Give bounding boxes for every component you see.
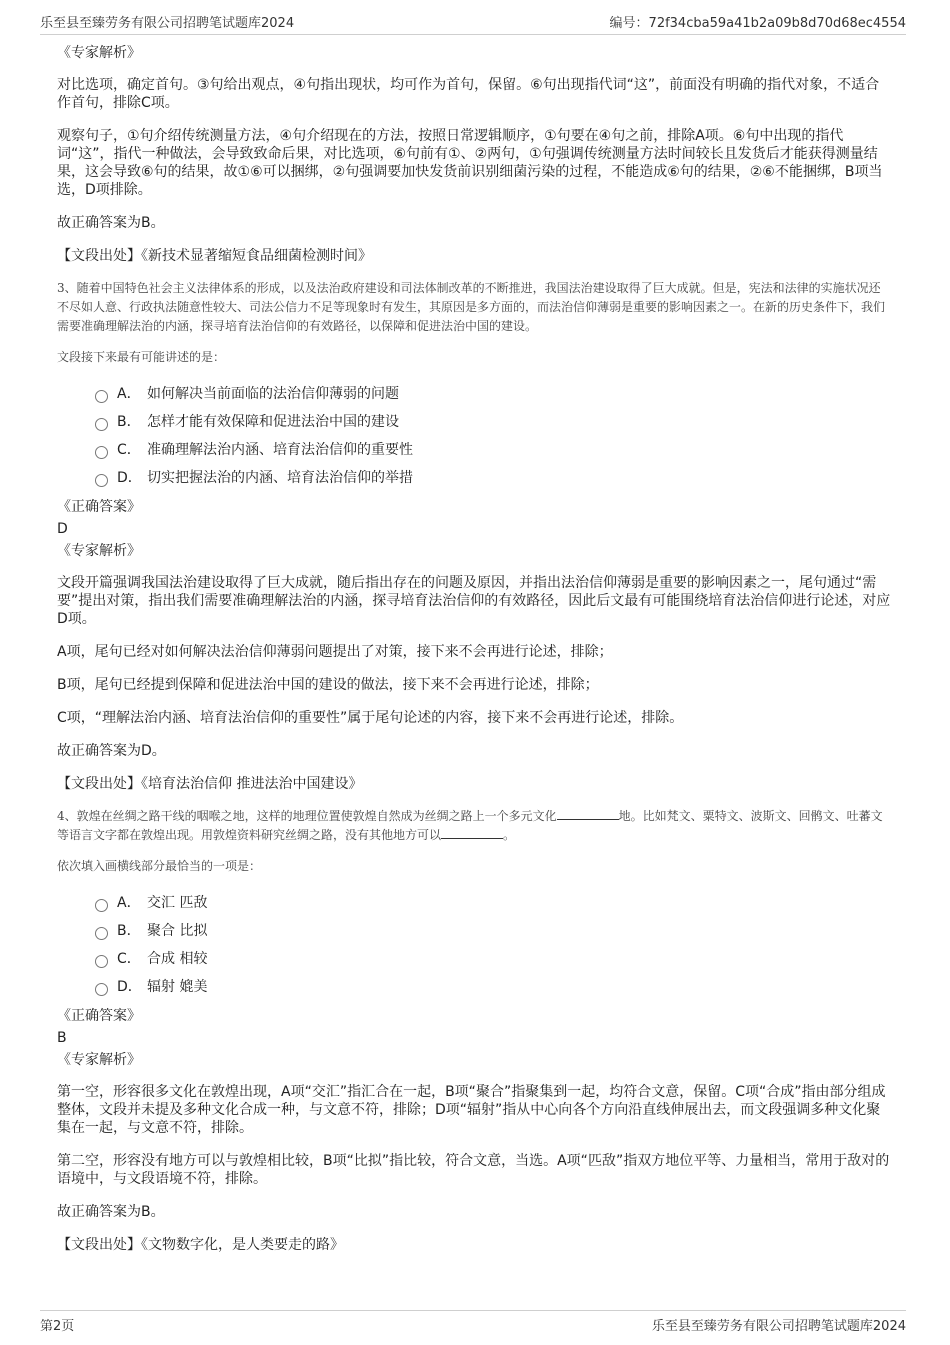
radio-icon[interactable] bbox=[95, 983, 108, 996]
analysis-paragraph: 第二空，形容没有地方可以与敦煌相比较，B项“比拟”指比较，符合文意，当选。A项“匹敌”指双方地位平等、力量相当，常用于敌对的语境中，与文段语境不符，排除。 bbox=[57, 1153, 890, 1187]
radio-icon[interactable] bbox=[95, 446, 108, 459]
expert-label: 《专家解析》 bbox=[57, 1052, 141, 1068]
page-header bbox=[40, 12, 906, 35]
question-stem: 4、敦煌在丝绸之路干线的咽喉之地，这样的地理位置使敦煌自然成为丝绸之路上一个多元文化 地。比如梵文、粟特文、波斯文、回鹘文、吐蕃文等语言文字都在敦煌出现。用敦煌资料研究丝绸之路，没有其他地方可以 。 bbox=[57, 809, 883, 842]
analysis-paragraph: A项，尾句已经对如何解决法治信仰薄弱问题提出了对策，接下来不会再进行论述，排除； bbox=[57, 644, 613, 660]
question-prompt: 文段接下来最有可能讲述的是： bbox=[57, 350, 226, 364]
analysis-paragraph: 观察句子，①句介绍传统测量方法，④句介绍现在的方法，按照日常逻辑顺序，①句要在④句之前，排除A项。⑥句中出现的指代词“这”，指代一种做法，会导致致命后果，对比选项，⑥句前有①、②两句，①句强调传统测量方法时间较长且发货后才能获得测量结果，这会导致⑥句的结果，故①⑥可以捆绑，②句强调要加快发货前识别细菌污染的过程，不能造成⑥句的结果，②⑥不能捆绑，B项当选，D项排除。 bbox=[57, 128, 883, 198]
question-prompt: 依次填入画横线部分最恰当的一项是： bbox=[57, 859, 262, 873]
answer-label: 《正确答案》 bbox=[57, 1008, 141, 1024]
analysis-paragraph: C项，“理解法治内涵、培育法治信仰的重要性”属于尾句论述的内容，接下来不会再进行论述，排除。 bbox=[57, 710, 684, 726]
source: 【文段出处】《文物数字化，是人类要走的路》 bbox=[57, 1237, 344, 1253]
document-body bbox=[57, 44, 892, 1254]
option-d[interactable]: D． 切实把握法治的内涵、培育法治信仰的举措 bbox=[95, 464, 892, 492]
radio-icon[interactable] bbox=[95, 390, 108, 403]
footer-title: 乐至县至臻劳务有限公司招聘笔试题库2024 bbox=[651, 1319, 906, 1334]
fill-blank bbox=[557, 807, 619, 820]
source: 【文段出处】《新技术显著缩短食品细菌检测时间》 bbox=[57, 248, 372, 264]
options-list bbox=[95, 380, 892, 492]
answer-value: B bbox=[57, 1030, 67, 1046]
radio-icon[interactable] bbox=[95, 927, 108, 940]
radio-icon[interactable] bbox=[95, 899, 108, 912]
radio-icon[interactable] bbox=[95, 418, 108, 431]
header-title: 乐至县至臻劳务有限公司招聘笔试题库2024 bbox=[40, 16, 295, 31]
option-c[interactable]: C． 准确理解法治内涵、培育法治信仰的重要性 bbox=[95, 436, 892, 464]
question-stem: 3、随着中国特色社会主义法律体系的形成，以及法治政府建设和司法体制改革的不断推进，我国法治建设取得了巨大成就。但是，宪法和法律的实施状况还不尽如人意、行政执法随意性较大、司法公信力不足等现象时有发生，其原因是多方面的，而法治信仰薄弱是重要的影响因素之一。在新的历史条件下，我们需要准确理解法治的内涵，探寻培育法治信仰的有效路径，以保障和促进法治中国的建设。 bbox=[57, 281, 886, 333]
options-list bbox=[95, 889, 892, 1001]
option-b[interactable]: B． 怎样才能有效保障和促进法治中国的建设 bbox=[95, 408, 892, 436]
option-a[interactable]: A． 如何解决当前面临的法治信仰薄弱的问题 bbox=[95, 380, 892, 408]
expert-label: 《专家解析》 bbox=[57, 543, 141, 559]
conclusion: 故正确答案为B。 bbox=[57, 1204, 165, 1220]
analysis-paragraph: 第一空，形容很多文化在敦煌出现，A项“交汇”指汇合在一起，B项“聚合”指聚集到一起，均符合文意，保留。C项“合成”指由部分组成整体，文段并未提及多种文化合成一种，与文意不符，排除；D项“辐射”指从中心向各个方向沿直线伸展出去，而文段强调多种文化聚集在一起，与文意不符，排除。 bbox=[57, 1084, 886, 1136]
option-c[interactable]: C． 合成 相较 bbox=[95, 945, 892, 973]
source: 【文段出处】《培育法治信仰 推进法治中国建设》 bbox=[57, 776, 363, 792]
page-number: 第2页 bbox=[40, 1319, 75, 1334]
expert-label: 《专家解析》 bbox=[57, 45, 141, 61]
option-b[interactable]: B． 聚合 比拟 bbox=[95, 917, 892, 945]
option-a[interactable]: A． 交汇 匹敌 bbox=[95, 889, 892, 917]
conclusion: 故正确答案为D。 bbox=[57, 743, 166, 759]
answer-label: 《正确答案》 bbox=[57, 499, 141, 515]
fill-blank bbox=[441, 826, 503, 839]
option-d[interactable]: D． 辐射 媲美 bbox=[95, 973, 892, 1001]
analysis-paragraph: 文段开篇强调我国法治建设取得了巨大成就，随后指出存在的问题及原因，并指出法治信仰薄弱是重要的影响因素之一，尾句通过“需要”提出对策，指出我们需要准确理解法治的内涵，探寻培育法治信仰的有效路径，因此后文最有可能围绕培育法治信仰进行论述，对应D项。 bbox=[57, 575, 891, 627]
radio-icon[interactable] bbox=[95, 474, 108, 487]
analysis-paragraph: B项，尾句已经提到保障和促进法治中国的建设的做法，接下来不会再进行论述，排除； bbox=[57, 677, 599, 693]
header-serial: 编号：72f34cba59a41b2a09b8d70d68ec4554 bbox=[609, 16, 906, 31]
page-footer bbox=[40, 1310, 906, 1334]
conclusion: 故正确答案为B。 bbox=[57, 215, 165, 231]
analysis-paragraph: 对比选项，确定首句。③句给出观点，④句指出现状，均可作为首句，保留。⑥句出现指代词“这”，前面没有明确的指代对象，不适合作首句，排除C项。 bbox=[57, 77, 880, 111]
answer-value: D bbox=[57, 521, 68, 537]
radio-icon[interactable] bbox=[95, 955, 108, 968]
